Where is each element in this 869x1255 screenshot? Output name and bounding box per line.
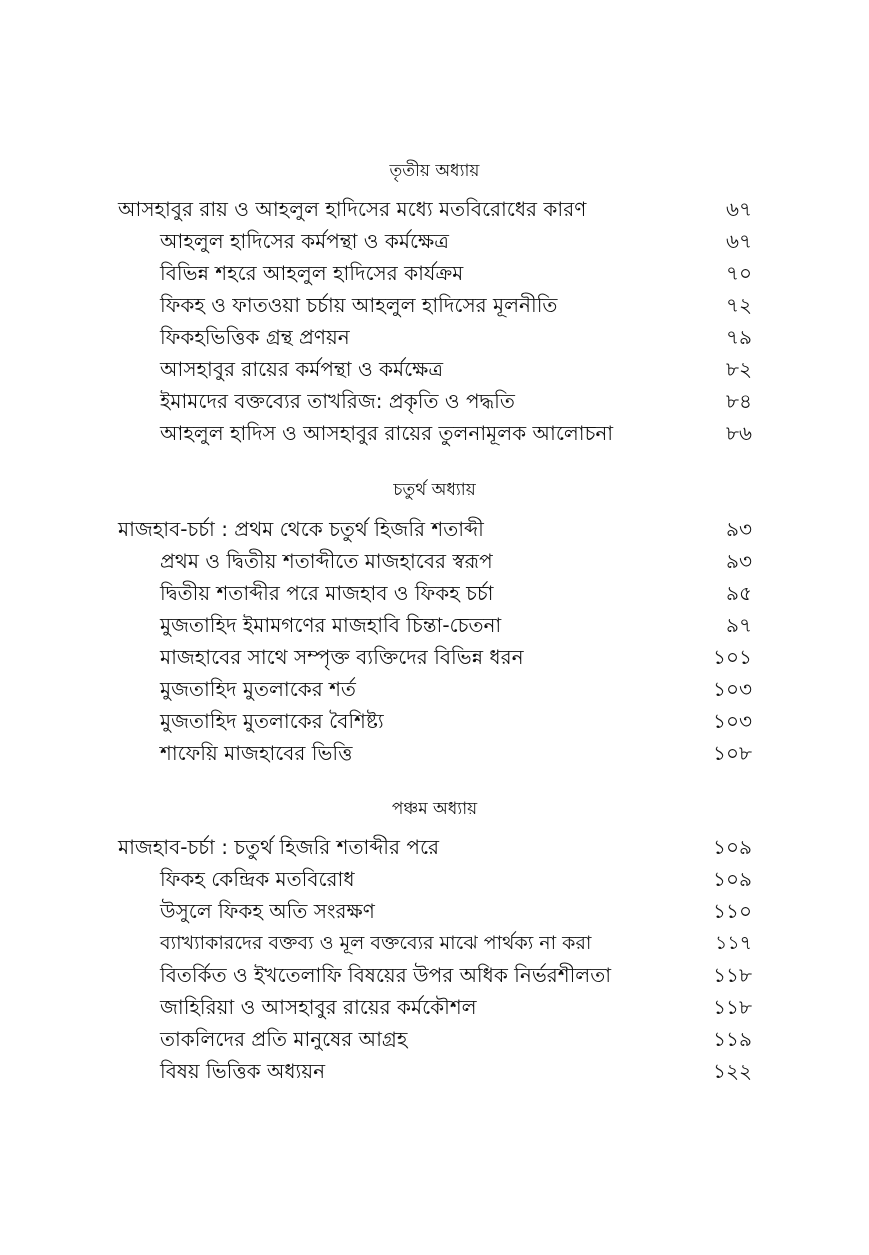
entry-text: আহলুল হাদিস ও আসহাবুর রায়ের তুলনামূলক আলোচনা [160, 421, 614, 445]
toc-entry-main [118, 831, 752, 863]
entry-text: শাফেয়ি মাজহাবের ভিত্তি [160, 741, 353, 765]
page-number: ১১৯ [713, 1027, 752, 1051]
entry-text: ব্যাখ্যাকারদের বক্তব্য ও মূল বক্তব্যের মাঝে পার্থক্য না করা [160, 932, 592, 954]
page-number: ১০৯ [713, 867, 752, 891]
entry-text: দ্বিতীয় শতাব্দীর পরে মাজহাব ও ফিকহ চর্চা [160, 581, 494, 605]
chapter-title: চতুর্থ অধ্যায় [393, 480, 476, 500]
toc-entry [160, 1023, 752, 1055]
page-number: ৬৭ [725, 197, 752, 221]
chapter-title: তৃতীয় অধ্যায় [389, 161, 480, 181]
page-number: ৭২ [725, 293, 752, 317]
page-number: ১০৩ [713, 677, 752, 701]
toc-entry [160, 289, 752, 321]
toc-entry [160, 225, 752, 257]
entry-text: আহলুল হাদিসের কর্মপন্থা ও কর্মক্ষেত্র [160, 229, 449, 253]
toc-entry [160, 257, 752, 289]
page-number: ৮২ [726, 357, 752, 381]
page-number: ১১৭ [714, 932, 752, 954]
toc-entry [160, 1055, 752, 1087]
entry-text: বিতর্কিত ও ইখতেলাফি বিষয়ের উপর অধিক নির্ভরশীলতা [160, 963, 611, 987]
toc-entry [160, 545, 752, 577]
page-number: ৯৭ [726, 613, 752, 637]
toc-entry [160, 959, 752, 991]
entry-text: বিভিন্ন শহরে আহলুল হাদিসের কার্যক্রম [160, 261, 464, 285]
toc-entry [160, 927, 752, 959]
toc-entry [160, 705, 752, 737]
entry-text: উসুলে ফিকহ অতি সংরক্ষণ [160, 899, 375, 923]
entry-text: জাহিরিয়া ও আসহাবুর রায়ের কর্মকৌশল [160, 995, 477, 1019]
toc-entry [160, 641, 752, 673]
page-number: ১১০ [713, 899, 752, 923]
page-number: ৭০ [725, 261, 752, 285]
page-number: ৯৫ [726, 581, 752, 605]
entry-text: তাকলিদের প্রতি মানুষের আগ্রহ [160, 1027, 408, 1051]
page-number: ৭৯ [726, 325, 752, 349]
toc-entry [160, 673, 752, 705]
page-number: ১২২ [713, 1059, 752, 1083]
page-number: ৮৪ [726, 389, 752, 413]
entry-text: মাজহাব-চর্চা : চতুর্থ হিজরি শতাব্দীর পরে [118, 835, 439, 859]
page-number: ১০৩ [713, 709, 752, 733]
toc-entry [160, 321, 752, 353]
toc-entry-main [118, 193, 752, 225]
page-number: ৮৬ [726, 421, 752, 445]
entry-text: বিষয় ভিত্তিক অধ্যয়ন [160, 1059, 326, 1083]
entry-text: মাজহাব-চর্চা : প্রথম থেকে চতুর্থ হিজরি শতাব্দী [118, 517, 484, 541]
entry-text: মুজতাহিদ ইমামগণের মাজহাবি চিন্তা-চেতনা [160, 613, 502, 637]
entry-text: মাজহাবের সাথে সম্পৃক্ত ব্যক্তিদের বিভিন্ন ধরন [160, 645, 524, 669]
entry-text: ফিকহ কেন্দ্রিক মতবিরোধ [160, 867, 355, 891]
page-number: ১০১ [713, 645, 752, 669]
page-number: ৬৭ [725, 229, 752, 253]
toc-entry [160, 991, 752, 1023]
entry-text: আসহাবুর রায়ের কর্মপন্থা ও কর্মক্ষেত্র [160, 357, 444, 381]
page-number: ১১৮ [713, 995, 752, 1019]
chapter-title: পঞ্চম অধ্যায় [391, 799, 478, 819]
entry-text: ফিকহ ও ফাতওয়া চর্চায় আহলুল হাদিসের মূলনীতি [160, 293, 558, 317]
toc-entry [160, 417, 752, 449]
entry-text: ফিকহভিত্তিক গ্রন্থ প্রণয়ন [160, 325, 350, 349]
entry-text: মুজতাহিদ মুতলাকের শর্ত [160, 677, 356, 701]
page-number: ৯৩ [726, 549, 752, 573]
toc-entry [160, 737, 752, 769]
entry-text: ইমামদের বক্তব্যের তাখরিজ: প্রকৃতি ও পদ্ধতি [160, 389, 515, 413]
page-number: ১০৮ [713, 741, 752, 765]
toc-entry [160, 353, 752, 385]
entry-text: মুজতাহিদ মুতলাকের বৈশিষ্ট্য [160, 709, 384, 733]
toc-entry [160, 385, 752, 417]
toc-entry [160, 609, 752, 641]
page-number: ৯৩ [726, 517, 752, 541]
entry-text: প্রথম ও দ্বিতীয় শতাব্দীতে মাজহাবের স্বরূপ [160, 549, 493, 573]
toc-entry [160, 895, 752, 927]
toc-entry [160, 577, 752, 609]
entry-text: আসহাবুর রায় ও আহলুল হাদিসের মধ্যে মতবিরোধের কারণ [118, 197, 587, 221]
page-number: ১০৯ [713, 835, 752, 859]
page-number: ১১৮ [713, 963, 752, 987]
toc-entry [160, 863, 752, 895]
toc-entry-main [118, 513, 752, 545]
